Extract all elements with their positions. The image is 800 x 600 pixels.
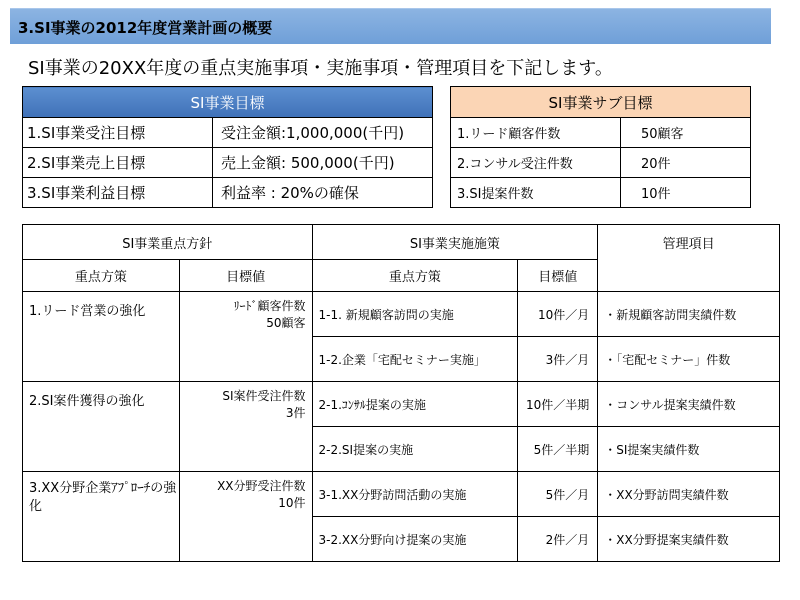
sub-goal-label: 1.リード顧客件数 bbox=[451, 118, 621, 148]
action-cell: 1-1. 新規顧客訪問の実施 bbox=[312, 292, 518, 337]
target-cell: XX分野受注件数 10件 bbox=[179, 472, 312, 562]
action-cell: 2-2.SI提案の実施 bbox=[312, 427, 518, 472]
si-goals-header: SI事業目標 bbox=[23, 87, 433, 118]
goal-label: 2.SI事業売上目標 bbox=[23, 148, 213, 178]
table-row bbox=[23, 382, 780, 427]
table-row bbox=[23, 118, 433, 148]
table-row bbox=[23, 178, 433, 208]
goal-value: 受注金額:1,000,000(千円) bbox=[213, 118, 433, 148]
policy-cell: 3.XX分野企業ｱﾌﾟﾛｰﾁの強化 bbox=[23, 472, 180, 562]
goal-value: 売上金額: 500,000(千円) bbox=[213, 148, 433, 178]
action-cell: 1-2.企業「宅配セミナー実施」 bbox=[312, 337, 518, 382]
si-sub-goals-header: SI事業サブ目標 bbox=[451, 87, 751, 118]
sub-goal-value: 10件 bbox=[621, 178, 751, 208]
col-header: 重点方策 bbox=[23, 260, 180, 292]
management-cell: ・「宅配セミナー」件数 bbox=[598, 337, 780, 382]
table-row bbox=[23, 472, 780, 517]
action-value-cell: 2件／月 bbox=[518, 517, 598, 562]
policy-cell: 2.SI案件獲得の強化 bbox=[23, 382, 180, 472]
action-value-cell: 3件／月 bbox=[518, 337, 598, 382]
table-row bbox=[451, 148, 751, 178]
action-value-cell: 5件／半期 bbox=[518, 427, 598, 472]
goal-value: 利益率 : 20%の確保 bbox=[213, 178, 433, 208]
sub-goal-value: 50顧客 bbox=[621, 118, 751, 148]
si-plan-table bbox=[22, 224, 780, 562]
management-cell: ・XX分野提案実績件数 bbox=[598, 517, 780, 562]
col-header: 目標値 bbox=[518, 260, 598, 292]
target-cell: SI案件受注件数 3件 bbox=[179, 382, 312, 472]
si-goals-table bbox=[22, 86, 433, 208]
sub-goal-label: 3.SI提案件数 bbox=[451, 178, 621, 208]
table-row bbox=[23, 148, 433, 178]
management-cell: ・XX分野訪問実績件数 bbox=[598, 472, 780, 517]
si-sub-goals-table bbox=[450, 86, 751, 208]
col-header: 重点方策 bbox=[312, 260, 518, 292]
action-cell: 3-1.XX分野訪問活動の実施 bbox=[312, 472, 518, 517]
section-title: 3.SI事業の2012年度営業計画の概要 bbox=[18, 19, 273, 37]
management-cell: ・コンサル提案実績件数 bbox=[598, 382, 780, 427]
table-row bbox=[451, 178, 751, 208]
measure-group-header: SI事業実施施策 bbox=[312, 225, 598, 260]
action-cell: 3-2.XX分野向け提案の実施 bbox=[312, 517, 518, 562]
policy-cell: 1.リード営業の強化 bbox=[23, 292, 180, 382]
table-row bbox=[23, 292, 780, 337]
goal-label: 3.SI事業利益目標 bbox=[23, 178, 213, 208]
management-header: 管理項目 bbox=[598, 225, 780, 292]
table-row bbox=[451, 118, 751, 148]
action-value-cell: 10件／半期 bbox=[518, 382, 598, 427]
sub-goal-value: 20件 bbox=[621, 148, 751, 178]
action-value-cell: 10件／月 bbox=[518, 292, 598, 337]
policy-group-header: SI事業重点方針 bbox=[23, 225, 313, 260]
col-header: 目標値 bbox=[179, 260, 312, 292]
section-title-bar bbox=[10, 8, 771, 44]
page-subtitle: SI事業の20XX年度の重点実施事項・実施事項・管理項目を下記します。 bbox=[28, 58, 613, 79]
target-cell: ﾘｰﾄﾞ顧客件数 50顧客 bbox=[179, 292, 312, 382]
management-cell: ・新規顧客訪問実績件数 bbox=[598, 292, 780, 337]
action-cell: 2-1.ｺﾝｻﾙ提案の実施 bbox=[312, 382, 518, 427]
goal-label: 1.SI事業受注目標 bbox=[23, 118, 213, 148]
sub-goal-label: 2.コンサル受注件数 bbox=[451, 148, 621, 178]
management-cell: ・SI提案実績件数 bbox=[598, 427, 780, 472]
action-value-cell: 5件／月 bbox=[518, 472, 598, 517]
